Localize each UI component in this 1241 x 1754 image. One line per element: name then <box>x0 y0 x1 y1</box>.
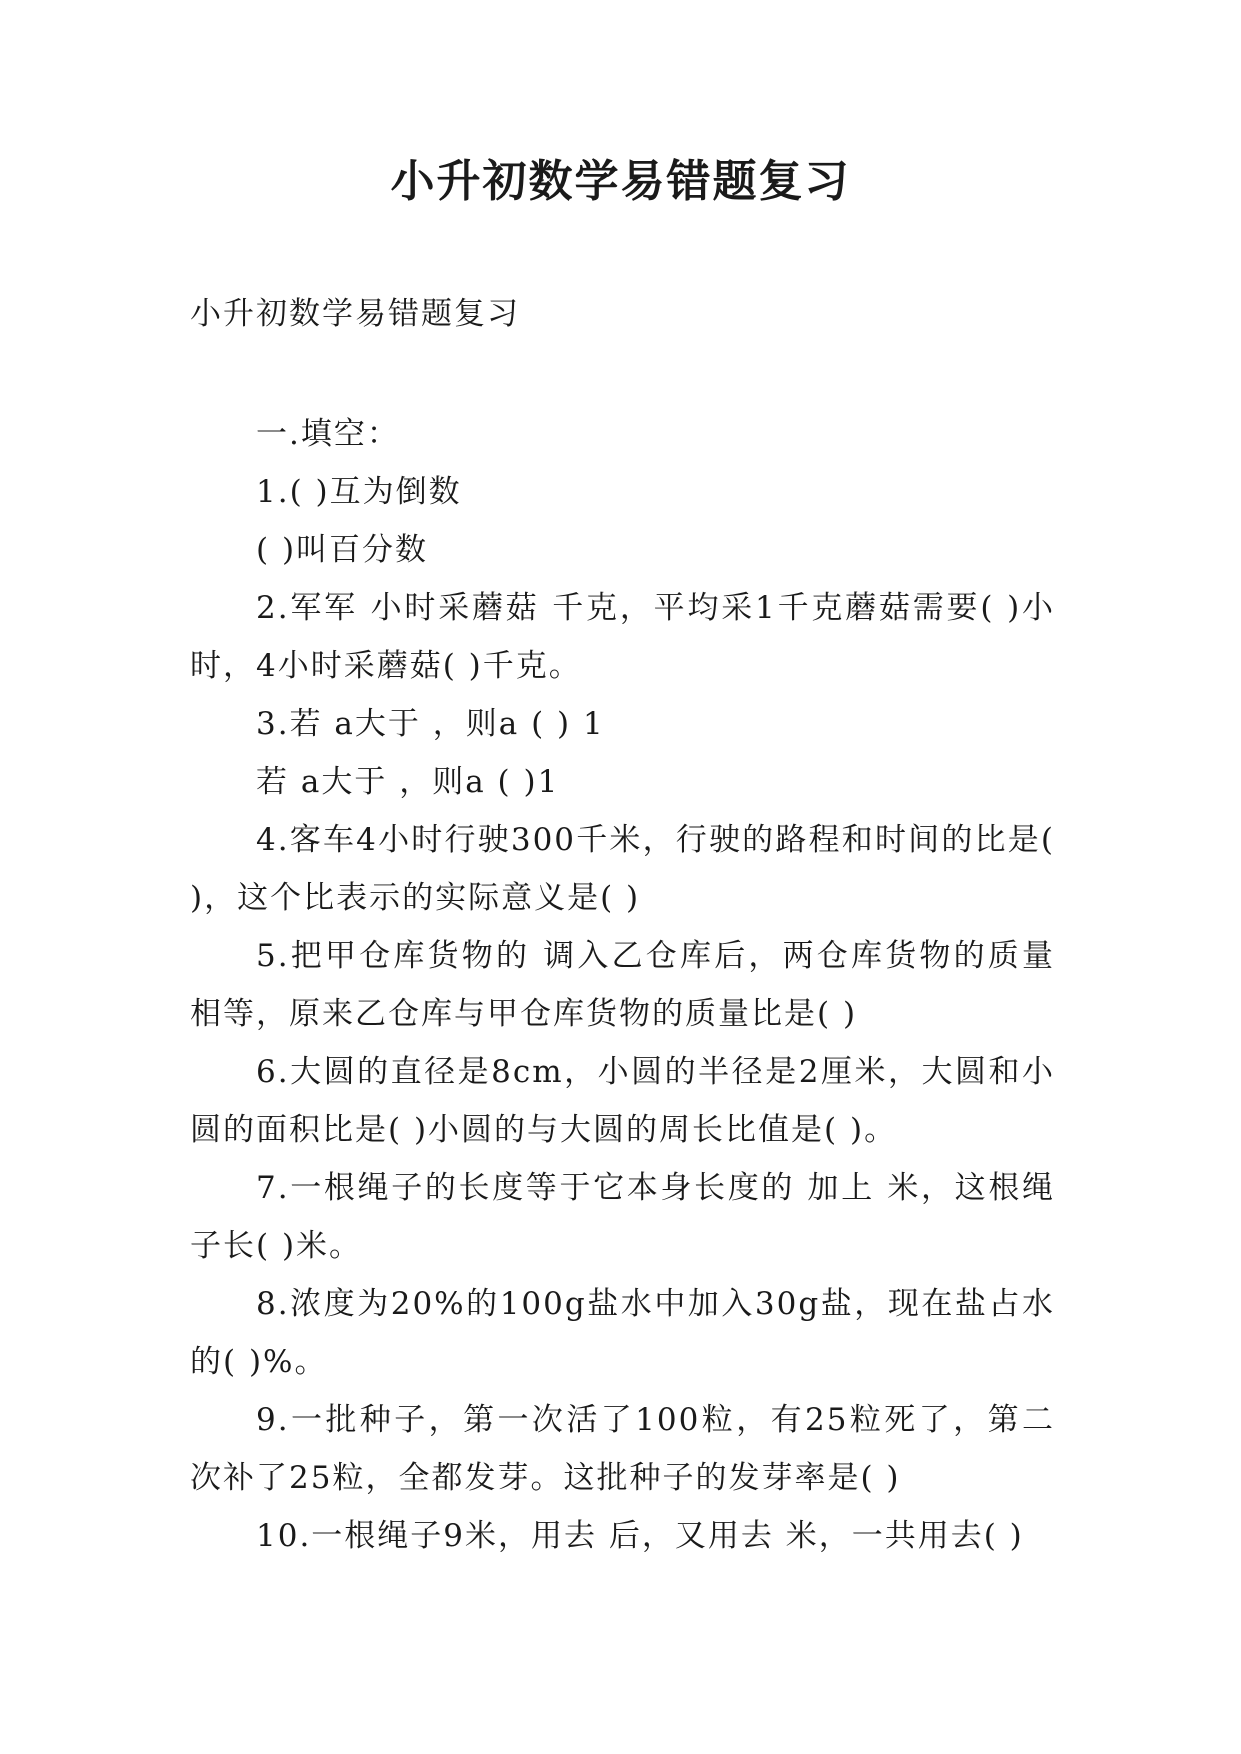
question-1-part-2: ( )叫百分数 <box>256 532 429 568</box>
question-1: 1.( )互为倒数 <box>256 474 462 510</box>
question-3: 3.若 a大于 ，则a ( ) 1 <box>256 706 605 742</box>
question-10: 10.一根绳子9米，用去 后，又用去 米，一共用去( ) <box>256 1518 1024 1554</box>
section-heading: 一.填空： <box>256 416 400 452</box>
document-subtitle: 小升初数学易错题复习 <box>190 296 520 332</box>
question-3-part-2: 若 a大于 ，则a ( )1 <box>256 764 560 800</box>
question-9: 9.一批种子，第一次活了100粒，有25粒死了，第二次补了25粒，全都发芽。这批种子的发芽率是( ) <box>190 1402 1055 1496</box>
question-5: 5.把甲仓库货物的 调入乙仓库后，两仓库货物的质量相等，原来乙仓库与甲仓库货物的质量比是( ) <box>190 938 1055 1032</box>
question-2: 2.军军 小时采蘑菇 千克，平均采1千克蘑菇需要( )小时，4小时采蘑菇( )千克。 <box>190 590 1055 684</box>
document-body <box>190 405 1067 1565</box>
question-4: 4.客车4小时行驶300千米，行驶的路程和时间的比是( )，这个比表示的实际意义是( ) <box>190 822 1067 916</box>
question-7: 7.一根绳子的长度等于它本身长度的 加上 米，这根绳子长( )米。 <box>190 1170 1055 1264</box>
question-8: 8.浓度为20%的100g盐水中加入30g盐，现在盐占水的( )%。 <box>190 1286 1055 1380</box>
question-6: 6.大圆的直径是8cm，小圆的半径是2厘米，大圆和小圆的面积比是( )小圆的与大圆的周长比值是( )。 <box>190 1054 1055 1148</box>
document-title: 小升初数学易错题复习 <box>390 156 851 207</box>
